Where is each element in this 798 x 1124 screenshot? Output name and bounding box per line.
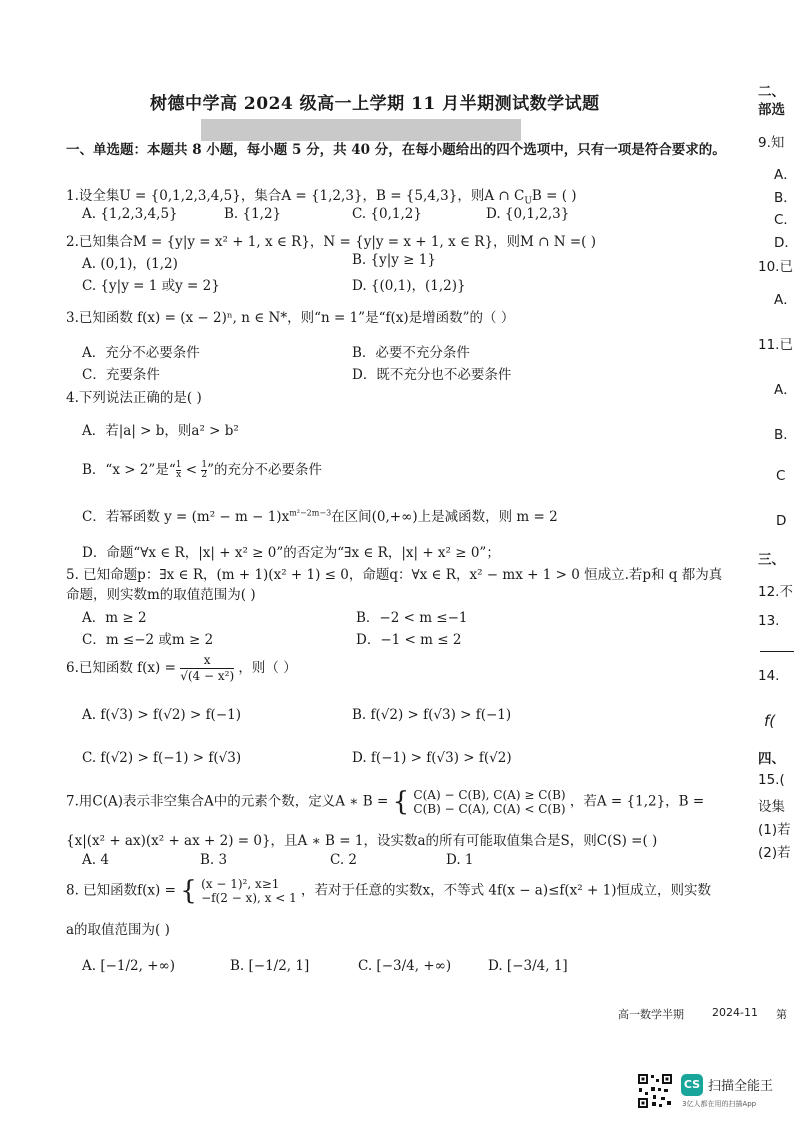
- q3-option-a: A．充分不必要条件: [82, 345, 200, 361]
- right-col-item: 10.已: [758, 259, 793, 275]
- right-col-item: 部选: [758, 102, 785, 118]
- q1-option-d: D. {0,1,2,3}: [486, 206, 570, 222]
- question-4-stem: 4.下列说法正确的是( ): [66, 390, 202, 406]
- section-header: 一、单选题：本题共 8 小题，每小题 5 分，共 40 分，在每小题给出的四个选项中，只有一项是符合要求的。: [66, 142, 726, 158]
- footer-date: 2024-11: [712, 1006, 758, 1019]
- q7-option-b: B. 3: [200, 852, 228, 868]
- blank-line: [760, 651, 794, 652]
- q6-option-b: B. f(√2) > f(√3) > f(−1): [352, 707, 512, 723]
- question-1-stem: 1.设全集U = {0,1,2,3,4,5}，集合A = {1,2,3}，B = {5,4,3}，则A ∩ $C_UB$ = ( ): [66, 188, 577, 207]
- q5-option-a: A．m ≥ 2: [82, 610, 147, 626]
- q7-option-d: D. 1: [446, 852, 474, 868]
- right-col-item: B．: [774, 190, 797, 206]
- question-6-stem: 6.已知函数 f(x) = $\frac{x}{\text{√(4 − x²)}}$ ，则（ ）: [66, 653, 297, 683]
- q5-option-b: B．−2 < m ≤−1: [356, 610, 468, 626]
- question-7-stem-2: {x|(x² + ax)(x² + ax + 2) = 0}，且A ∗ B = 1，设实数a的所有可能取值集合是S，则C(S) =( ): [66, 833, 658, 849]
- right-col-item: A．: [774, 292, 797, 308]
- question-7-stem-1: 7.用C(A)表示非空集合A中的元素个数，定义A ∗ B = { C(A) − C(B), C(A) ≥ C(B) C(B) − C(A), C(A) < C(B) ，若A = {1,2}，B =: [66, 787, 705, 817]
- q2-option-b: B. {y|y ≥ 1}: [352, 252, 436, 268]
- q6-option-d: D. f(−1) > f(√3) > f(√2): [352, 750, 512, 766]
- right-col-item: D: [776, 513, 787, 529]
- q1-option-b: B. {1,2}: [224, 206, 282, 222]
- right-col-item: C: [776, 468, 786, 484]
- question-8-stem-1: 8. 已知函数f(x) = { (x − 1)², x≥1 −f(2 − x), x < 1 ，若对于任意的实数x，不等式 4f(x − a)≤f(x² + 1)恒成立，则实数: [66, 876, 711, 906]
- q1-option-a: A. {1,2,3,4,5}: [82, 206, 178, 222]
- scanner-logo: CS: [681, 1074, 703, 1096]
- right-col-item: 12.不: [758, 584, 793, 600]
- scanner-tagline: 3亿人都在用的扫描App: [682, 1100, 757, 1108]
- question-5-stem-2: 命题，则实数m的取值范围为( ): [66, 587, 256, 603]
- q2-option-a: A. (0,1)，(1,2): [82, 256, 178, 272]
- page-title: 树德中学高 2024 级高一上学期 11 月半期测试数学试题: [150, 94, 600, 114]
- right-col-item: f(: [764, 712, 776, 730]
- scanner-name: 扫描全能王: [708, 1079, 774, 1094]
- q3-option-c: C．充要条件: [82, 367, 160, 383]
- right-col-item: 14.: [758, 668, 780, 684]
- right-col-item: A．: [774, 167, 797, 183]
- right-col-item: 9.知: [758, 135, 785, 151]
- question-3-stem: 3.已知函数 f(x) = (x − 2)ⁿ, n ∈ N*，则“n = 1”是“f(x)是增函数”的（ ）: [66, 310, 515, 326]
- right-col-item: (2)若: [758, 845, 791, 861]
- q3-option-b: B．必要不充分条件: [352, 345, 470, 361]
- q5-option-d: D．−1 < m ≤ 2: [356, 632, 462, 648]
- footer-page: 第: [776, 1008, 787, 1021]
- qr-code-icon: [637, 1073, 673, 1109]
- q8-option-d: D. [−3/4, 1]: [488, 958, 568, 974]
- right-col-item: 三、: [758, 552, 785, 568]
- q3-option-d: D．既不充分也不必要条件: [352, 367, 512, 383]
- q7-option-c: C. 2: [330, 852, 358, 868]
- question-8-stem-2: a的取值范围为( ): [66, 922, 170, 938]
- q4-option-d: D．命题“∀x ∈ R，|x| + x² ≥ 0”的否定为“∃x ∈ R，|x| + x² ≥ 0”；: [82, 545, 500, 561]
- q7-option-a: A. 4: [82, 852, 109, 868]
- q8-option-c: C. [−3/4, +∞): [358, 958, 452, 974]
- q1-option-c: C. {0,1,2}: [352, 206, 422, 222]
- right-col-item: 设集: [758, 799, 785, 815]
- right-col-item: 四、: [758, 751, 785, 767]
- q2-option-c: C. {y|y = 1 或y = 2}: [82, 278, 220, 294]
- q6-option-c: C. f(√2) > f(−1) > f(√3): [82, 750, 242, 766]
- q6-option-a: A. f(√3) > f(√2) > f(−1): [82, 707, 241, 723]
- redacted-bar: [201, 119, 521, 141]
- q8-option-a: A. [−1/2, +∞): [82, 958, 176, 974]
- right-col-item: D．: [774, 235, 798, 251]
- q4-option-c: C．若幂函数 $y = (m^2 - m - 1)x^{m^2-2m-3}$在区间(0,+∞)上是减函数，则 m = 2: [82, 508, 558, 525]
- right-col-item: A．: [774, 382, 797, 398]
- q4-option-a: A．若|a| > b，则a² > b²: [82, 423, 239, 439]
- right-col-item: C．: [774, 212, 797, 228]
- q4-option-b: B．“x > 2”是“ $\frac{1}{x}$ < $\frac{1}{2}$ ”的充分不必要条件: [82, 460, 323, 480]
- q8-option-b: B. [−1/2, 1]: [230, 958, 310, 974]
- q5-option-c: C．m ≤−2 或m ≥ 2: [82, 632, 214, 648]
- right-col-item: 二、: [758, 84, 785, 100]
- right-col-item: 11.已: [758, 337, 793, 353]
- right-col-item: 13.: [758, 613, 780, 629]
- right-col-item: 15.(: [758, 772, 785, 788]
- footer-label: 高一数学半期: [618, 1008, 684, 1021]
- right-col-item: B．: [774, 427, 797, 443]
- right-col-item: (1)若: [758, 822, 791, 838]
- question-2-stem: 2.已知集合M = {y|y = x² + 1, x ∈ R}，N = {y|y = x + 1, x ∈ R}，则M ∩ N =( ): [66, 234, 596, 250]
- question-5-stem-1: 5. 已知命题p：∃x ∈ R，(m + 1)(x² + 1) ≤ 0，命题q：∀x ∈ R，x² − mx + 1 > 0 恒成立.若p和 q 都为真: [66, 567, 723, 583]
- q2-option-d: D. {(0,1)，(1,2)}: [352, 278, 466, 294]
